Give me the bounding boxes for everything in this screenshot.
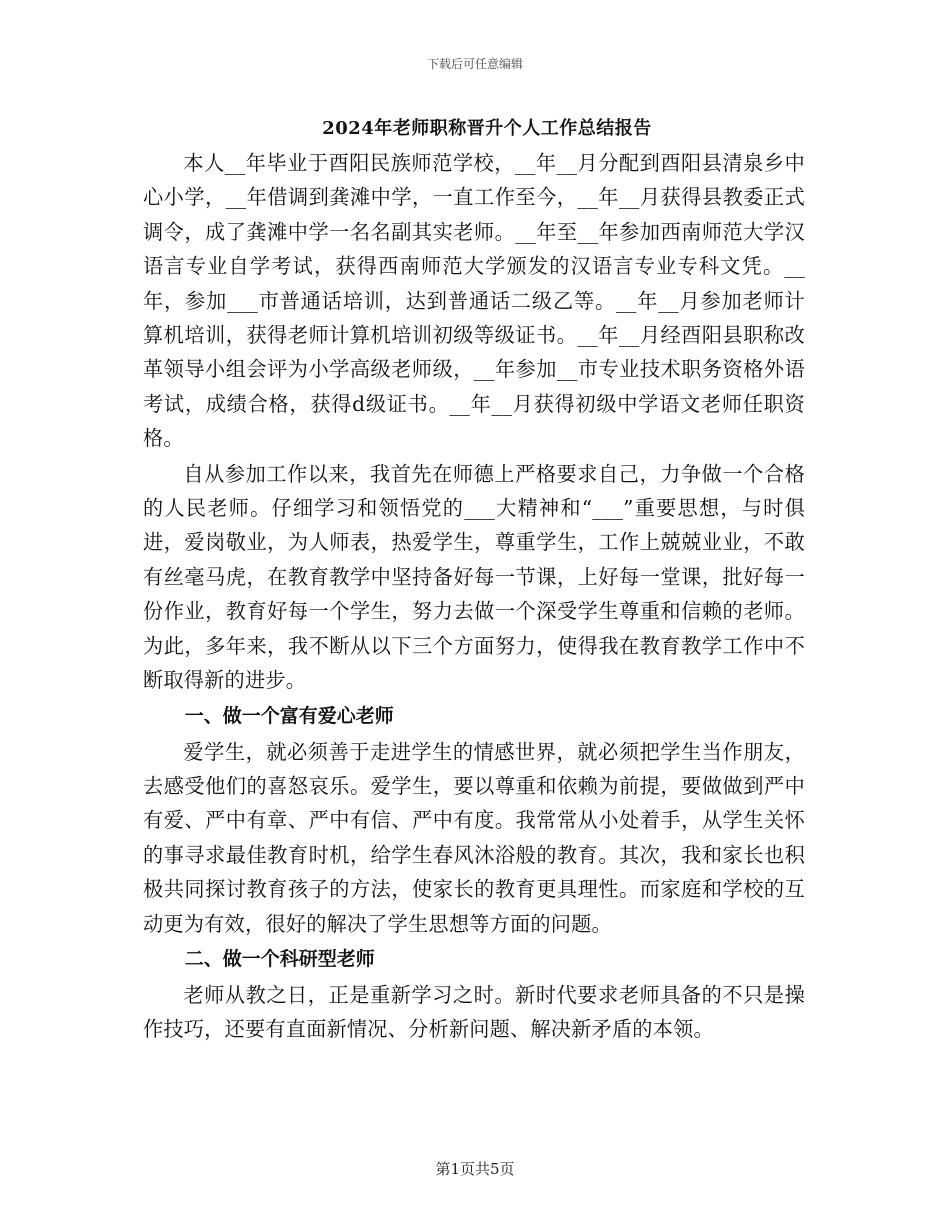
paragraph-caring-teacher: 爱学生，就必须善于走进学生的情感世界，就必须把学生当作朋友，去感受他们的喜怒哀乐。爱学生，要以尊重和依赖为前提，要做做到严中有爱、严中有章、严中有信、严中有度。我常常从小处着手，从学生关怀的事寻求最佳教育时机，给学生春风沐浴般的教育。其次，我和家长也积极共同探讨教育孩子的方法，使家长的教育更具理性。而家庭和学校的互动更为有效，很好的解决了学生思想等方面的问题。 [143,739,805,936]
paragraph-work-attitude: 自从参加工作以来，我首先在师德上严格要求自己，力争做一个合格的人民老师。仔细学习和领悟党的___大精神和“___”重要思想，与时俱进，爱岗敬业，为人师表，热爱学生，尊重学生，工作上兢兢业业，不敢有丝毫马虎，在教育教学中坚持备好每一节课，上好每一堂课，批好每一份作业，教育好每一个学生，努力去做一个深受学生尊重和信赖的老师。为此，多年来，我不断从以下三个方面努力，使得我在教育教学工作中不断取得新的进步。 [143,461,805,693]
section-heading-caring-teacher: 一、做一个富有爱心老师 [184,704,394,727]
document-title: 2024年老师职称晋升个人工作总结报告 [322,118,652,139]
page-footer: 第1页共5页 [435,1160,515,1178]
paragraph-research-teacher: 老师从教之日，正是重新学习之时。新时代要求老师具备的不只是操作技巧，还要有直面新情况、分析新问题、解决新矛盾的本领。 [143,982,805,1042]
section-heading-research-teacher: 二、做一个科研型老师 [184,947,375,970]
document-body [143,114,805,1047]
paragraph-background: 本人__年毕业于酉阳民族师范学校，__年__月分配到酉阳县清泉乡中心小学，__年借调到龚滩中学，一直工作至今，__年__月获得县教委正式调令，成了龚滩中学一名名副其实老师。__年至__年参加西南师范大学汉语言专业自学考试，获得西南师范大学颁发的汉语言专业专科文凭。__年，参加___市普通话培训，达到普通话二级乙等。__年__月参加老师计算机培训，获得老师计算机培训初级等级证书。__年__月经酉阳县职称改革领导小组会评为小学高级老师级，__年参加__市专业技术职务资格外语考试，成绩合格，获得d级证书。__年__月获得初级中学语文老师任职资格。 [143,151,805,451]
page-header: 下载后可任意编辑 [426,57,523,71]
